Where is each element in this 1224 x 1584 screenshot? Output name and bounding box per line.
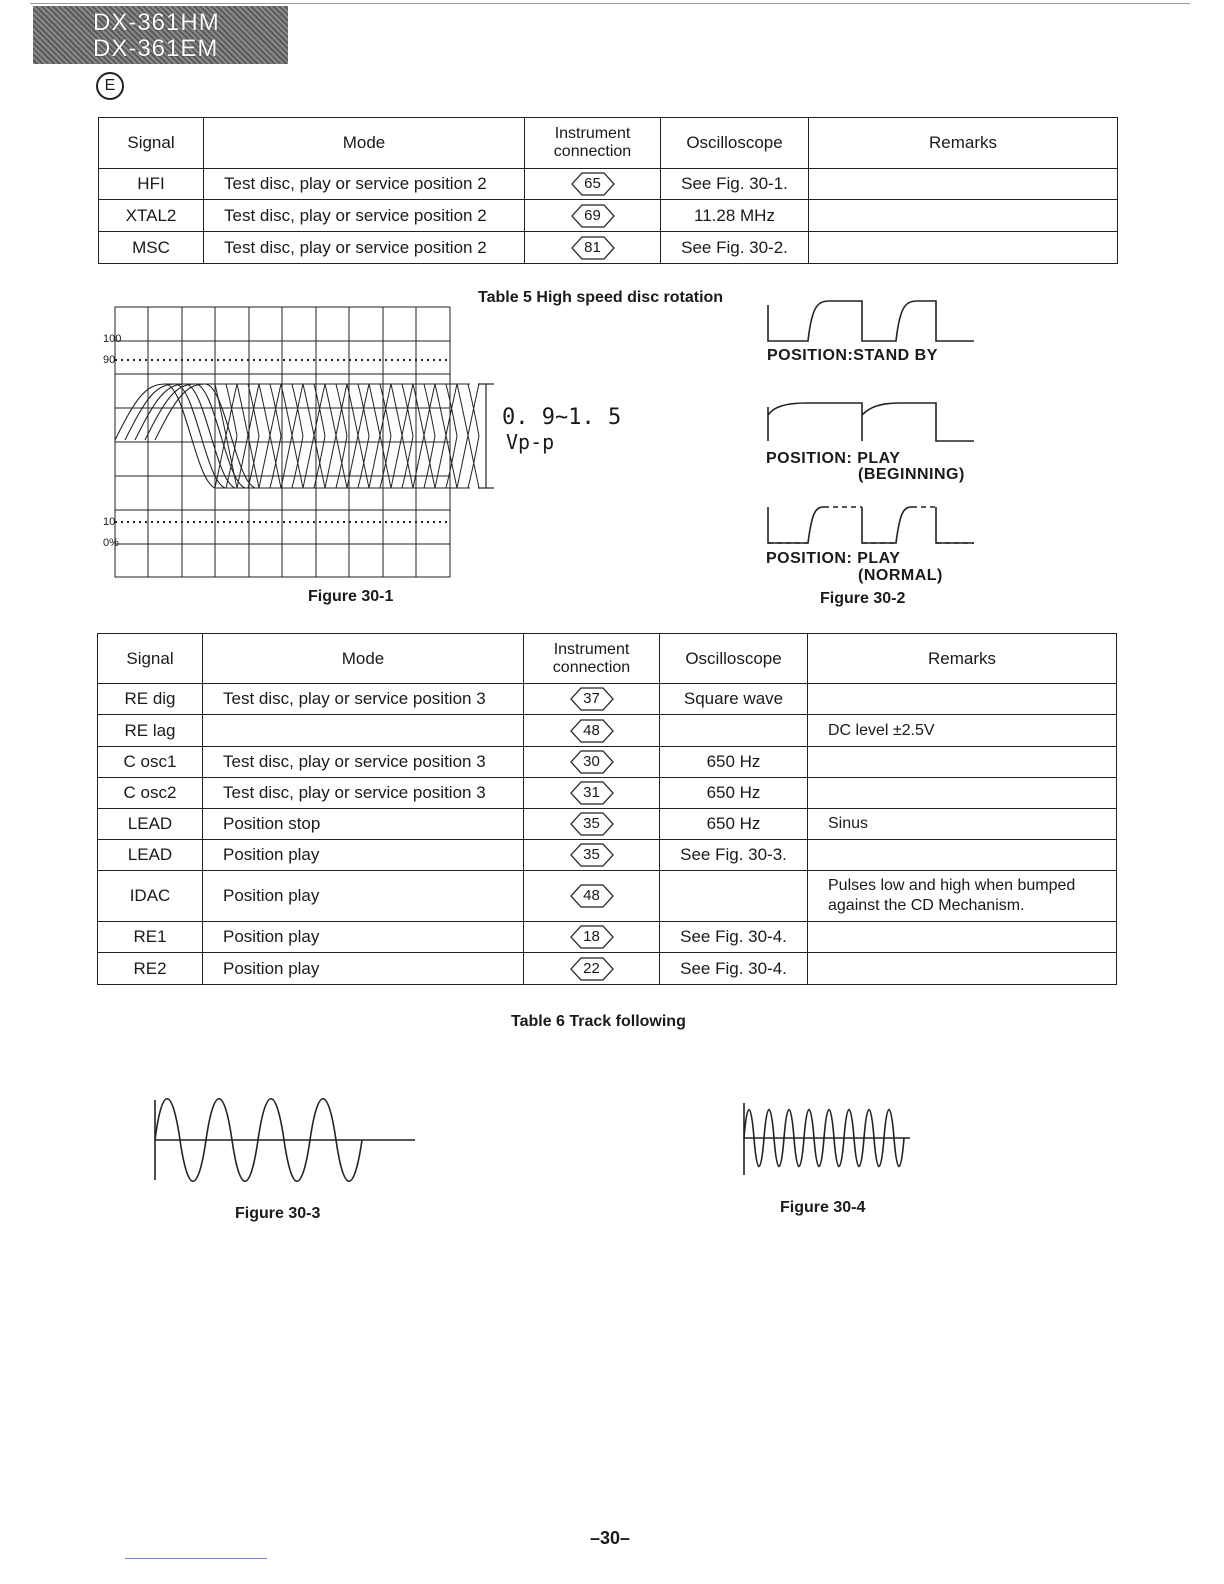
cell-connection [524,778,660,809]
cell-remarks [808,747,1117,778]
connector-pin-icon [569,924,615,950]
eye-pattern-traces [215,384,479,488]
bottom-rule [125,1558,267,1559]
table-row [98,953,1117,985]
figure-30-1-eye-pattern [95,300,515,585]
cell-mode: Position play [203,840,524,871]
table-row [98,809,1117,840]
table-row [98,747,1117,778]
connector-pin-icon [569,686,615,712]
header-oscilloscope: Oscilloscope [660,634,808,684]
cell-signal: RE dig [98,684,203,715]
page-number: –30– [590,1528,631,1548]
connector-pin-icon [570,203,616,229]
table-6 [97,633,1117,985]
table-row [99,169,1118,200]
fig30-1-amplitude: 0. 9~1. 5 [502,405,622,430]
cell-signal: C osc2 [98,778,203,809]
fig30-1-label-10: 10 [103,516,116,528]
connector-pin-icon [569,718,615,744]
figure-30-4-sine [738,1100,918,1180]
table-row [98,778,1117,809]
figure-30-2-caption: Figure 30-2 [820,590,906,607]
cell-mode: Position play [203,953,524,985]
header-remarks: Remarks [808,634,1117,684]
cell-remarks: Pulses low and high when bumped against the CD Mechanism. [808,871,1117,922]
cell-mode: Test disc, play or service position 3 [203,778,524,809]
cell-connection [524,684,660,715]
cell-mode: Position play [203,922,524,953]
connector-pin-icon [570,171,616,197]
table-header-row [98,634,1117,684]
cell-remarks [809,200,1118,232]
cell-remarks [808,684,1117,715]
cell-oscilloscope: See Fig. 30-1. [661,169,809,200]
header-oscilloscope: Oscilloscope [661,118,809,169]
fig30-2-label-play-1: POSITION: PLAY [766,450,901,467]
model-line-1: DX-361HM [93,9,220,36]
fig30-1-label-100: 100 [103,333,122,345]
header-connection: Instrument connection [525,118,661,169]
cell-remarks [808,922,1117,953]
header-mode: Mode [203,634,524,684]
cell-oscilloscope [660,871,808,922]
figure-30-3-sine [150,1095,420,1185]
table-row [99,232,1118,264]
table-row [99,200,1118,232]
connector-pin-number: 48 [583,721,600,739]
fig30-2-label-standby: POSITION:STAND BY [767,347,938,364]
connector-pin-icon [569,842,615,868]
connector-pin-number: 48 [583,887,600,904]
connector-pin-icon [569,956,615,982]
figure-30-3-caption: Figure 30-3 [235,1205,321,1222]
cell-connection [524,747,660,778]
cell-oscilloscope: 650 Hz [660,747,808,778]
cell-mode: Test disc, play or service position 2 [204,169,525,200]
connector-pin-icon [570,235,616,261]
cell-remarks: Sinus [808,809,1117,840]
connector-pin-number: 69 [584,206,601,224]
cell-remarks [808,840,1117,871]
cell-signal: XTAL2 [99,200,204,232]
header-signal: Signal [99,118,204,169]
connector-pin-number: 35 [583,846,600,863]
cell-mode: Test disc, play or service position 2 [204,232,525,264]
cell-connection [524,809,660,840]
cell-connection [525,169,661,200]
cell-mode: Test disc, play or service position 2 [204,200,525,232]
cell-connection [525,200,661,232]
cell-signal: RE2 [98,953,203,985]
connector-pin-number: 65 [584,175,601,192]
cell-signal: LEAD [98,809,203,840]
table-header-row [99,118,1118,169]
cell-oscilloscope: 650 Hz [660,778,808,809]
cell-signal: IDAC [98,871,203,922]
table-row [98,840,1117,871]
cell-connection [524,922,660,953]
cell-signal: LEAD [98,840,203,871]
fig30-2-label-normal: (NORMAL) [858,567,943,584]
connector-pin-number: 22 [583,959,600,977]
connector-pin-number: 37 [583,690,600,707]
connector-pin-icon [569,811,615,837]
figure-30-1-caption: Figure 30-1 [308,588,394,605]
cell-connection [524,715,660,747]
cell-mode: Position stop [203,809,524,840]
connector-pin-number: 31 [583,784,600,801]
model-line-2: DX-361EM [93,35,219,62]
cell-remarks [809,169,1118,200]
table-row [98,715,1117,747]
table-row [98,871,1117,922]
header-connection: Instrument connection [524,634,660,684]
cell-signal: HFI [99,169,204,200]
cell-remarks [808,778,1117,809]
cell-mode [203,715,524,747]
model-banner [33,6,288,64]
connector-pin-number: 18 [583,928,600,945]
cell-oscilloscope [660,715,808,747]
connector-pin-icon [569,780,615,806]
table-6-caption: Table 6 Track following [511,1013,686,1030]
cell-oscilloscope: See Fig. 30-4. [660,922,808,953]
cell-connection [524,840,660,871]
table-5 [98,117,1118,264]
cell-oscilloscope: 650 Hz [660,809,808,840]
fig30-2-label-play-2: POSITION: PLAY [766,550,901,567]
cell-signal: MSC [99,232,204,264]
cell-oscilloscope: 11.28 MHz [661,200,809,232]
cell-oscilloscope: See Fig. 30-4. [660,953,808,985]
cell-remarks: DC level ±2.5V [808,715,1117,747]
cell-connection [524,953,660,985]
fig30-1-unit: Vp-p [506,430,555,454]
connector-pin-number: 35 [583,815,600,832]
header-remarks: Remarks [809,118,1118,169]
cell-connection [524,871,660,922]
fig30-2-label-beginning: (BEGINNING) [858,466,965,483]
cell-signal: RE1 [98,922,203,953]
table-5-caption: Table 5 High speed disc rotation [478,289,724,306]
cell-oscilloscope: See Fig. 30-3. [660,840,808,871]
table-row [98,684,1117,715]
top-rule [30,3,1190,4]
region-mark-icon: E [96,72,124,100]
cell-mode: Position play [203,871,524,922]
fig30-1-label-90: 90 [103,354,116,366]
connector-pin-number: 30 [583,753,600,770]
cell-remarks [809,232,1118,264]
connector-pin-number: 81 [584,238,601,256]
cell-oscilloscope: See Fig. 30-2. [661,232,809,264]
connector-pin-icon [569,883,615,909]
connector-pin-icon [569,749,615,775]
cell-mode: Test disc, play or service position 3 [203,684,524,715]
figure-30-4-caption: Figure 30-4 [780,1199,866,1216]
cell-oscilloscope: Square wave [660,684,808,715]
cell-signal: C osc1 [98,747,203,778]
header-signal: Signal [98,634,203,684]
cell-signal: RE lag [98,715,203,747]
header-mode: Mode [204,118,525,169]
figure-30-2-waveforms [760,295,990,565]
cell-mode: Test disc, play or service position 3 [203,747,524,778]
cell-connection [525,232,661,264]
fig30-1-label-0: 0% [103,537,119,549]
cell-remarks [808,953,1117,985]
table-row [98,922,1117,953]
